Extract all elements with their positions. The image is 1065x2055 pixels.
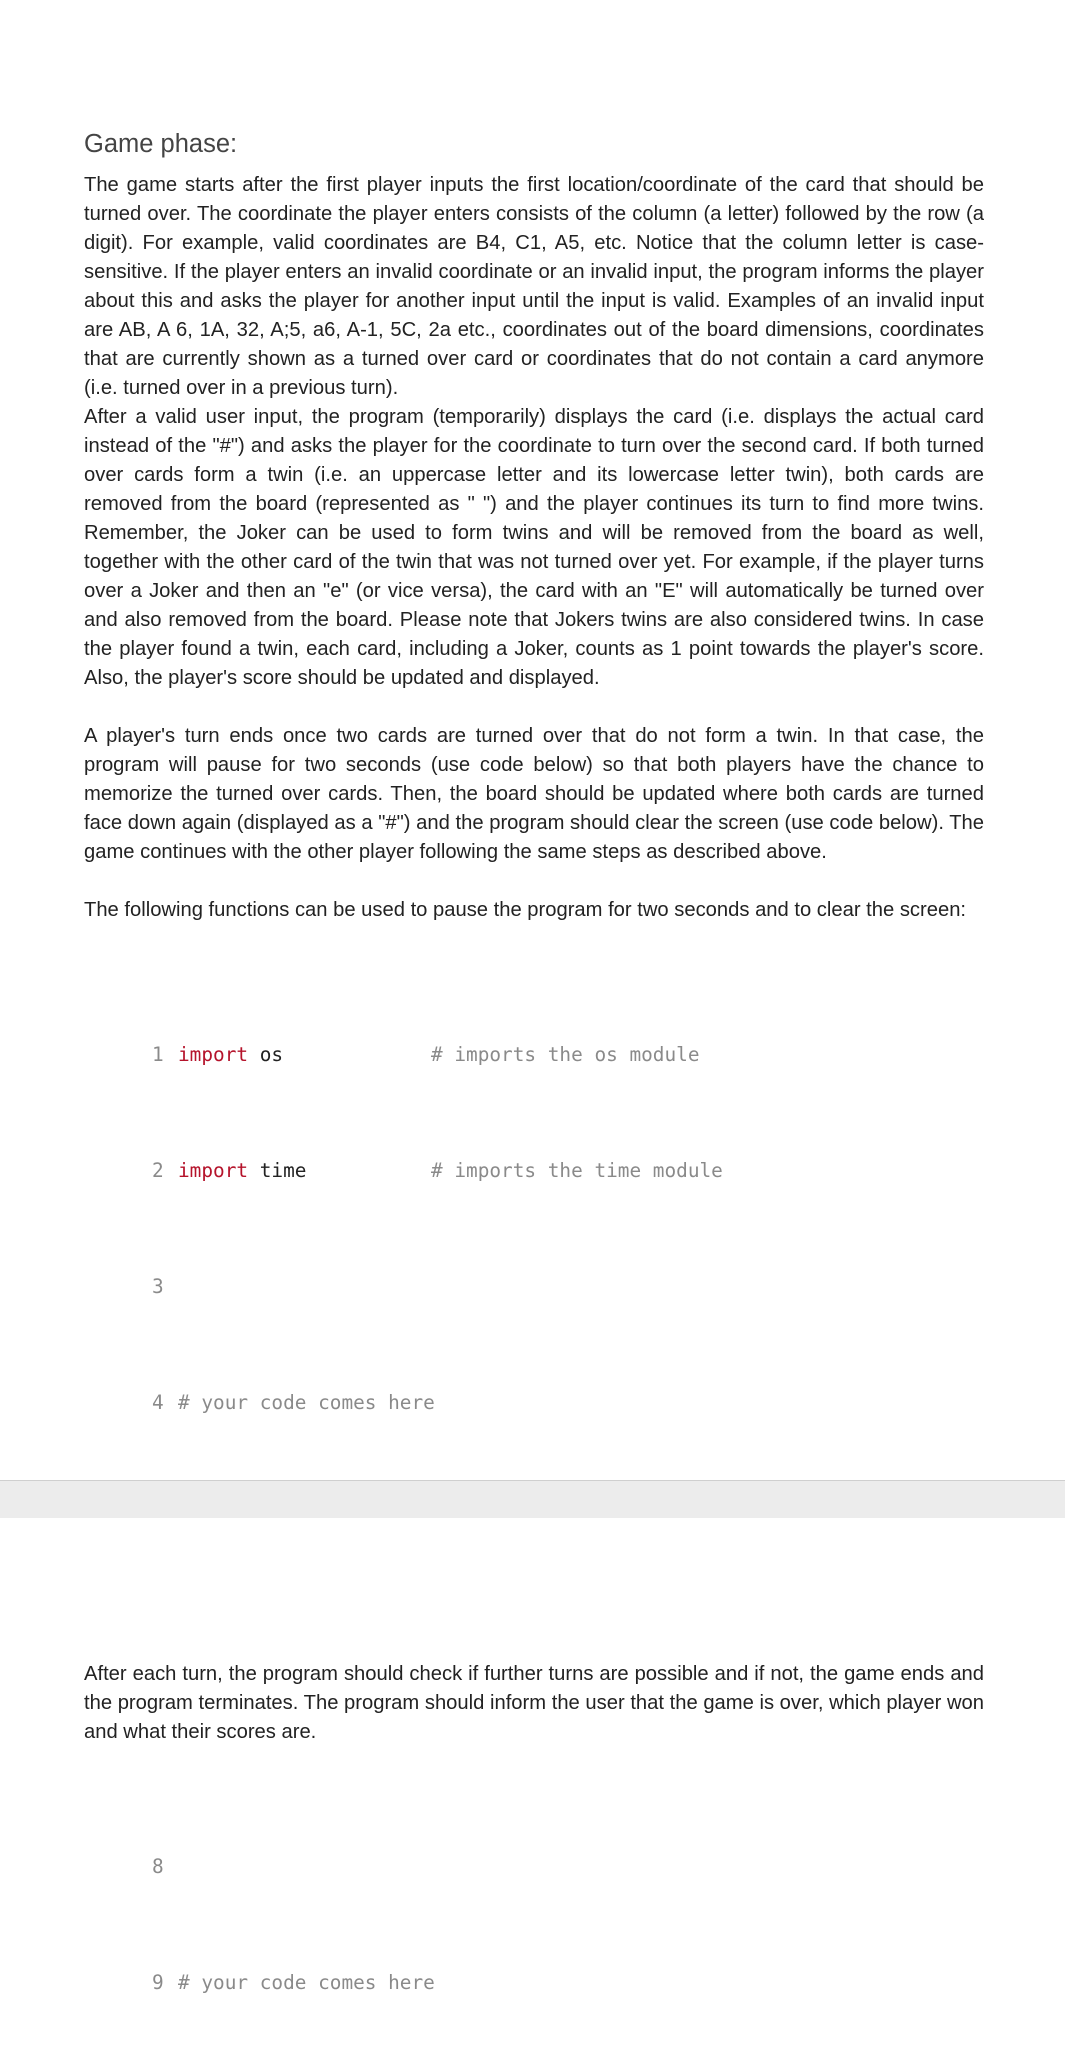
line-number: 3 (152, 1275, 164, 1298)
code-line (152, 1156, 984, 1185)
game-phase-section (84, 127, 984, 2055)
document-page-bottom (0, 1518, 1065, 1761)
end-of-game-section (84, 1660, 984, 1747)
paragraph-game-end: After each turn, the program should check if further turns are possible and if not, the game ends and the program terminates. The program should inform the user that the game is over, which player won and what their scores are. (84, 1663, 984, 1743)
paragraph-spacer (84, 867, 984, 896)
identifier: os (248, 1043, 284, 1066)
keyword: import (178, 1159, 249, 1182)
paragraph-turn-end: A player's turn ends once two cards are turned over that do not form a twin. In that case, the program will pause for two seconds (use code below) so that both players have the chance to memorize the turned over cards. Then, the board should be updated where both cards are turned face down again (displayed as a "#") and the program should clear the screen (use code below). The game continues with the other player following the same steps as described above. (84, 725, 984, 863)
code-line (152, 1852, 984, 1881)
code-comment: # imports the os module (431, 1043, 700, 1066)
code-comment: # your code comes here (178, 1971, 435, 1994)
paragraph-twins: After a valid user input, the program (temporarily) displays the card (i.e. displays the actual card instead of the "#") and asks the player for the coordinate to turn over the second card. If both turned over cards form a twin (i.e. an uppercase letter and its lowercase letter twin), both cards are removed from the board (represented as " ") and the player continues its turn to find more twins. Remember, the Joker can be used to form twins and will be removed from the board as well, together with the other card of the twin that was not turned over yet. For example, if the player turns over a Joker and then an "e" (or vice versa), the card with an "E" will automatically be turned over and also removed from the board. Please note that Jokers twins are also considered twins. In case the player found a twin, each card, including a Joker, counts as 1 point towards the player's score. Also, the player's score should be updated and displayed. (84, 406, 984, 689)
paragraph-functions-intro: The following functions can be used to pause the program for two seconds and to clear the screen: (84, 899, 967, 921)
code-line (152, 1040, 984, 1069)
code-line (152, 1272, 984, 1301)
line-number: 8 (152, 1855, 164, 1878)
paragraph-spacer (84, 693, 984, 722)
code-comment: # imports the time module (431, 1159, 723, 1182)
code-line (152, 1968, 984, 1997)
code-line (152, 1388, 984, 1417)
line-number: 9 (152, 1971, 164, 1994)
line-number: 2 (152, 1159, 164, 1182)
page-break-divider (0, 1480, 1065, 1518)
code-statement (178, 1040, 431, 1069)
code-statement (178, 1156, 431, 1185)
line-number: 4 (152, 1391, 164, 1414)
keyword: import (178, 1043, 249, 1066)
paragraph-coordinates: The game starts after the first player inputs the first location/coordinate of the card that should be turned over. The coordinate the player enters consists of the column (a letter) followed by the row (a digit). For example, valid coordinates are B4, C1, A5, etc. Notice that the column letter is case-sensitive. If the player enters an invalid coordinate or an invalid input, the program informs the player about this and asks the player for another input until the input is valid. Examples of an invalid input are AB, A 6, 1A, 32, A;5, a6, A-1, 5C, 2a etc., coordinates out of the board dimensions, coordinates that are currently shown as a turned over card or coordinates that do not contain a card anymore (i.e. turned over in a previous turn). (84, 174, 984, 399)
section-heading: Game phase: (84, 130, 238, 158)
identifier: time (248, 1159, 307, 1182)
code-comment: # your code comes here (178, 1391, 435, 1414)
line-number: 1 (152, 1043, 164, 1066)
